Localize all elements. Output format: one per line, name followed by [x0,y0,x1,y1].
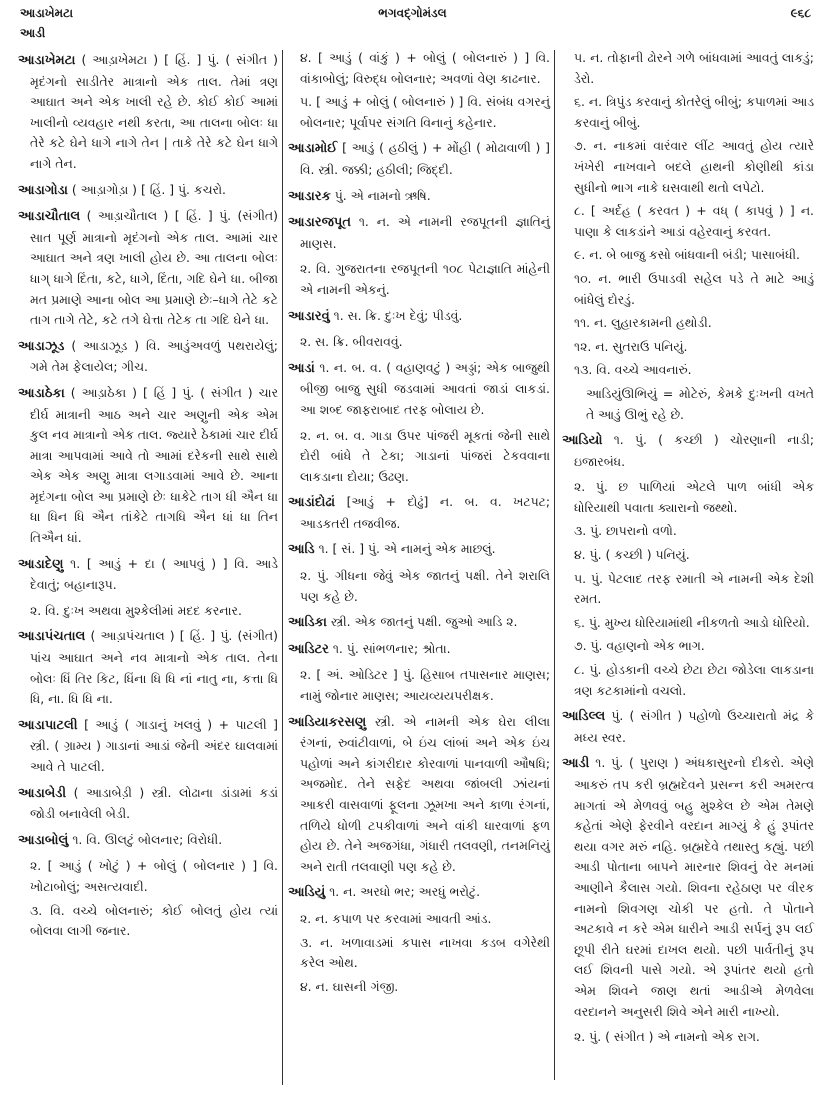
dictionary-entry [562,706,814,748]
sub-definition: ૪. પું. ( કચ્છી ) પનિયું. [574,547,690,563]
definition: પું. ( સંગીત ) પહોળો ઉચ્ચારાતો મંદ્ર કે મધ્ય સ્વર. [574,708,814,745]
first-guide-word: આડાખેમટા [20,6,74,20]
sub-definition: ૪. ન. ઘાસની ગંજી. [300,978,399,994]
headword: આડારવું [288,308,330,324]
sub-definition: ૨. ન. બ. વ. ગાડા ઉપર પાંજરી મૂકતાં જેની સાથે દોરી બાંધે તે ટેકા; ગાડાનાં પાંજરાં ટેકવવાના લાકડાના દોયા; ઉઢણ. [300,427,550,484]
dictionary-entry [562,753,814,1022]
headword: આડાબેડી [18,785,67,801]
headword: આડિકા [288,615,327,631]
definition: [ આડું ( હઠીલું ) + મોંહી ( મોઢાવાળી ) ] વિ. સ્ત્રી. જક્કી; હઠીલી; જિદ્દી. [300,140,550,177]
definition: ( આડાબેડ઼ી ) સ્ત્રી. લોઢાના ડાંડામાં કડાં જોડી બનાવેલી બેડી. [30,784,278,822]
definition: ( આડ઼ાચૌતાલ ) [ હિં. ] પું. (સંગીત) સાત પૂર્ણ માત્રાનો મૃદંગનો એક તાલ. આમાં ચાર આઘાત અને ત્રણ ખાલી હોય છે. આ તાલના બોલઃ ધાગ્ ધાગે દિંતા, કટે, ધાગે, દિંતા, ગદિ ઘેને ધા. બીજા મત પ્રમાણે આના બોલ આ પ્રમાણે છેઃ–ધાગે તેટે કટે તાગ તાગે તેટે, કટે તગે ઘેત્તા તેટેક તા ગદિ ઘેને ધા. [30,208,278,328]
sub-definition: ૩. પું. છાપરાનો વળો. [574,523,677,539]
dictionary-entry [18,206,278,331]
headword: આડાબોલું [18,832,69,848]
definition: ૧. પું. સાંભળનાર; શ્રોતા. [332,640,451,656]
headword: આડાપંચતાલ [18,629,86,645]
sub-definition: ૪. [ આડું ( વાંકું ) + બોલું ( બોલનારું ) ] વિ. વાંકાબોલું; વિરુદ્ધ બોલનાર; અવળાં વેણ કાઢનાર. [300,50,550,86]
dictionary-entry [288,639,550,661]
definition: સ્ત્રી. એક જાતનું પક્ષી. જુઓ આડિ ૨. [330,614,518,630]
sub-definition: ૫. ન. તોફાની ઢોરને ગળે બાંધવામાં આવતું લાકડું; ડેરો. [574,50,814,86]
sub-definition: ૨. પું. ગીધના જેવું એક જાતનું પક્ષી. તેને શરાલિ પણ કહે છે. [300,568,550,604]
definition: ૧. વિ. ઊલટું બોલનાર; વિરોધી. [72,831,223,847]
headword: આડાચૌતાલ [18,209,81,225]
dictionary-entry [288,612,550,634]
headword: આડારક [288,188,331,204]
sub-definition: ૫. પું. પેટલાદ તરફ રમાતી એ નામની એક દેશી રમત. [574,570,814,607]
sub-definition: ૧૨. ન. સુતરાઉ પનિયું. [574,338,688,354]
headword: આડિયાકરસણુ [288,714,367,730]
sub-definition: ૭. પું. વહાણનો એક ભાગ. [574,638,705,654]
headword: આડાપાટલી [18,717,78,733]
sub-definition: ૬. ન. ત્રિપુંડ કરવાનું કોતરેલું બીબું; કપાળમાં આડ કરવાનું બીબું. [574,94,814,130]
headword: આડાદેણુ [18,556,64,572]
dictionary-entry [288,138,550,180]
dictionary-entry [562,430,814,472]
dictionary-entry [288,492,550,534]
dictionary-entry [288,882,550,904]
sub-definition: ૮. [ અર્દહ ( કરવત ) + વધ્ ( કાપવું ) ] ન. પાણા કે લાકડાંને આડાં વહેરવાનું કરવત. [574,203,814,239]
definition: પું. એ નામનો ઋષિ. [334,187,431,203]
definition: ( આડ઼ાખેમટા ) [ હિં. ] પું. ( સંગીત ) મૃદંગનો સાડીતેર માત્રાનો એક તાલ. તેમાં ત્રણ આઘાત અને એક ખાલી રહે છે. કોઈ કોઈ આમાં ખાલીનો વ્યવહાર નથી કરતા, આ તાલના બોલઃ ધા તેરે કટે ઘેને ધાગે નાગે તેન | તાકે તેરે કટે ઘેન ધાગે નાગે તેન. [30,52,278,171]
dictionary-entry [288,712,550,878]
sub-definition: ૭. ન. નાકમાં વારંવાર લીંટ આવતું હોય ત્યારે ખંખેરી નાખવાને બદલે હાથની કોણીથી કાંડા સુધીનો ભાગ નાકે ઘસવાથી થતો લપેટો. [574,138,814,195]
sub-definition: ૮. પું. હોડકાની વચ્ચે છેટા છેટા જોડેલા લાકડાના ત્રણ કટકામાંનો વચલો. [574,662,814,698]
headword: આડાઠેકા [18,385,65,401]
definition: ( આડ઼ાપંચતાલ ) [ હિં. ] પું. (સંગીત) પાંચ આઘાત અને નવ માત્રાનો એક તાલ. તેના બોલઃ ધિં તિર કિટ, ધિંના ધિ ધિ નાં નાતુ ના, કત્તા ધિ ધિ, ના. ધિ ધિ ના. [30,628,278,707]
definition: [આડું + દોઢું] ન. બ. વ. ખટપટ; આડકતરી તજવીજ. [300,494,550,531]
page-header [0,4,825,48]
sub-definition: ૫. [ આડું + બોલું ( બોલનારું ) ] વિ. સંબંધ વગરનું બોલનાર; પૂર્વાપર સંગતિ વિનાનું કહેનાર. [300,94,550,130]
definition: ૧. ન. બ. વ. ( વહાણવટું ) અડ્ડાં; એક બાજુથી બીજી બાજુ સુધી જડવામાં આવતાં જાડાં લાકડાં. આ શબ્દ જાફરાબાદ તરફ બોલાય છે. [300,359,550,417]
headword: આડારજપૂત [288,215,351,231]
sub-definition: ૯. ન. બે બાજુ કસો બાંધવાની બંડી; પાસાબંધી. [574,247,800,263]
dictionary-entry [18,715,278,778]
page-number: ૯૬૮ [790,6,811,20]
column-3 [562,50,814,1053]
dictionary-entry [18,50,278,175]
headword: આડિયો [562,433,603,449]
headword: આડિયું [288,885,326,901]
column-1 [18,50,278,947]
sub-definition: ૧૦. ન. ભારી ઉપાડવી સહેલ પડે તે માટે આડું બાંધેલું દોરડું. [574,270,814,307]
column-divider [282,50,283,1085]
headword: આડાગોડા [18,182,68,198]
definition: ૧. [ સં. ] પું. એ નામનું એક માછલું. [318,541,496,557]
headword: આડિ [288,542,315,558]
column-2 [288,50,550,1002]
dictionary-entry [288,358,550,421]
dictionary-entry [18,626,278,709]
headword: આડાઝૂડ [18,338,65,354]
column-divider [554,50,555,1080]
book-title: ભગવદ્ગોમંડલ [378,6,447,20]
sub-definition: ૨. પું. ( સંગીત ) એ નામનો એક રાગ. [574,1029,760,1045]
dictionary-entry [18,554,278,596]
headword: આડી [562,756,590,772]
definition: [ આડું ( ગાડાનું ખલવું ) + પાટલી ] સ્ત્રી. ( ગ્રામ્ય ) ગાડાનાં આડાં જેની અંદર ઘાલવામાં આવે તે પાટલી. [30,716,278,774]
definition: ૧. સ. ક્રિ. દુઃખ દેવું; પીડવું. [333,307,463,323]
dictionary-entry [288,186,550,208]
sub-definition: ૩. ન. ખળાવાડમાં કપાસ નાખવા કડબ વગેરેથી કરેલ ઓથ. [300,934,550,971]
headword: આડામોઈ [288,141,338,157]
definition: ૧. પું. ( કચ્છી ) ચોરણાની નાડી; ઇજારબંધ. [574,432,814,469]
definition: ૧. પું. ( પુરાણ ) અંધકાસુરનો દીકરો. એણે આકરું તપ કરી બ્રહ્મદેવને પ્રસન્ન કરી અમરત્વ માગતાં એ મેળવવું બહુ મુશ્કેલ છે એમ તેમણે કહેતાં એણે ફેરવીને વરદાન માગ્યું કે હું રૂપાંતર થયા વગર મરું નહિ. બ્રહ્મદેવે તથાસ્તુ કહ્યું. પછી આડી પોતાના બાપને મારનાર શિવનું વેર મનમાં આણીને કૈલાસ ગયો. શિવના રહેઠાણ પર વીરક નામનો શિવગણ ચોકી પર હતો. તે પોતાને અટકાવે ન કરે એમ ધારીને આડી સર્પનું રૂપ લઈ છૂપી રીતે ઘરમાં દાખલ થયો. પછી પાર્વતીનું રૂપ લઈ શિવની પાસે ગયો. એ રૂપાંતર થયો હતો એમ શિવને જાણ થતાં આડીએ મેળવેલા વરદાનને અનુસરી શિવે એને મારી નાખ્યો. [574,755,814,1019]
sub-definition: ૩. વિ. વચ્ચે બોલનારું; કોઈ બોલતું હોય ત્યાં બોલવા લાગી જનાર. [30,902,278,939]
definition: સ્ત્રી. એ નામની એક ઘેરા લીલા રંગનાં, રુવાંટીવાળાં, બે ઇંચ લાંબાં અને એક ઇંચ પહોળાં અને કાંગરીદાર કોરવાળાં પાનવાળી ઔષધિ; અજમોદ. તેને સફેદ અથવા જાંબલી ઝાંયનાં આકરી વાસવાળાં ફૂલના ઝૂમખા અને કાળા રંગનાં, તળિયે ધોળી ટપકીવાળાં અને વાંકી ધારવાળાં ફળ હોય છે. તેને અજગંધા, ગંધારી તલવણી, તનમનિયું અને રાતી તલવાણી પણ કહે છે. [300,713,550,874]
sub-definition: ૨. ન. કપાળ પર કરવામાં આવતી આંડ. [300,910,492,926]
definition: ( આડ઼ાગોડ઼ા ) [ હિં. ] પું. કચરો. [71,181,226,197]
sub-definition: ૧૧. ન. લુહારકામની હથોડી. [574,315,712,331]
dictionary-entry [18,383,278,549]
sub-definition: ૧૩. વિ. વચ્ચે આવનારું. [574,362,692,378]
definition: ૧. ન. અરધો ભર; અરધું ભરોટું. [329,884,481,900]
sub-definition: ૨. વિ. ગુજરાતના રજપૂતની ૧૦૮ પેટાજ્ઞાતિ માંહેની એ નામની એકનું. [300,261,550,297]
definition: ( આડ઼ાઠેકા ) [ હિં ] પું. ( સંગીત ) ચાર દીર્ઘ માત્રાની આઠ અને ચાર અણુની એક એમ કુલ નવ માત્રાનો એક તાલ. જ્યારે ઠેકામાં ચાર દીર્ઘ માત્રા આપવામાં આવે તો આમાં દરેકની સાથે સાથે એક એક અણુ માત્રા લગાડવામાં આવે છે. આના મૃદંગના બોલ આ પ્રમાણે છેઃ ધાકેટે તાગ ધી ઐન ધા ધા ધિન ધિ ઐન તાંકેટે તાગધિ ઐન ધાં ધા તિન તિઐન ધાં. [30,384,278,546]
definition: ૧. ન. એ નામની રજપૂતની જ્ઞાતિનું માણસ. [300,214,550,251]
sub-definition: ૨. વિ. દુઃખ અથવા મુશ્કેલીમાં મદદ કરનાર. [30,602,242,618]
sub-definition: ૨. સ. ક્રિ. બીવરાવવું. [300,334,403,350]
headword: આડાં [288,360,315,376]
dictionary-entry [18,336,278,378]
dictionary-entry [18,830,278,852]
definition: ૧. [ આડું + દા ( આપવું ) ] વિ. આડે દેવાતું; બહાનારૂપ. [30,555,278,593]
headword: આડિલ્લ [562,709,606,725]
sub-definition: ૨. [ અં. ઓડિટર ] પું. હિસાબ તપાસનાર માણસ; નામું જોનાર માણસ; આયવ્યયપરીક્ષક. [300,667,550,704]
sub-definition: ૬. પું. મુખ્ય ધોરિયામાંથી નીકળતો આડો ધોરિયો. [574,614,810,630]
dictionary-entry [18,783,278,825]
headword: આડાખેમટા [18,53,76,68]
dictionary-entry [288,539,550,561]
last-guide-word: આડી [20,26,46,40]
dictionary-entry [288,212,550,254]
dictionary-entry [18,180,278,202]
headword: આડિટર [288,641,329,657]
dictionary-entry [288,306,550,328]
usage-note: આડિયુંઊભિયું = મોટેરું, કેમકે દુઃખની વખતે તે આડું ઊભું રહે છે. [586,385,814,422]
sub-definition: ૨. પું. છ પાળિયાં એટલે પાળ બાંધી એક ધોરિયાથી પવાતા ક્યારાનો જથ્થો. [574,479,814,515]
definition: ( આડાઝૂડ઼ ) વિ. આડુંઅવળું પથરાયેલું; ગમે તેમ ફેલાયેલ; ગીચ. [30,337,278,375]
headword: આડાંદોઢાં [288,495,336,511]
sub-definition: ૨. [ આડું ( ખોટું ) + બોલું ( બોલનાર ) ] વિ. ખોટાબોલું; અસત્યવાદી. [30,858,278,894]
